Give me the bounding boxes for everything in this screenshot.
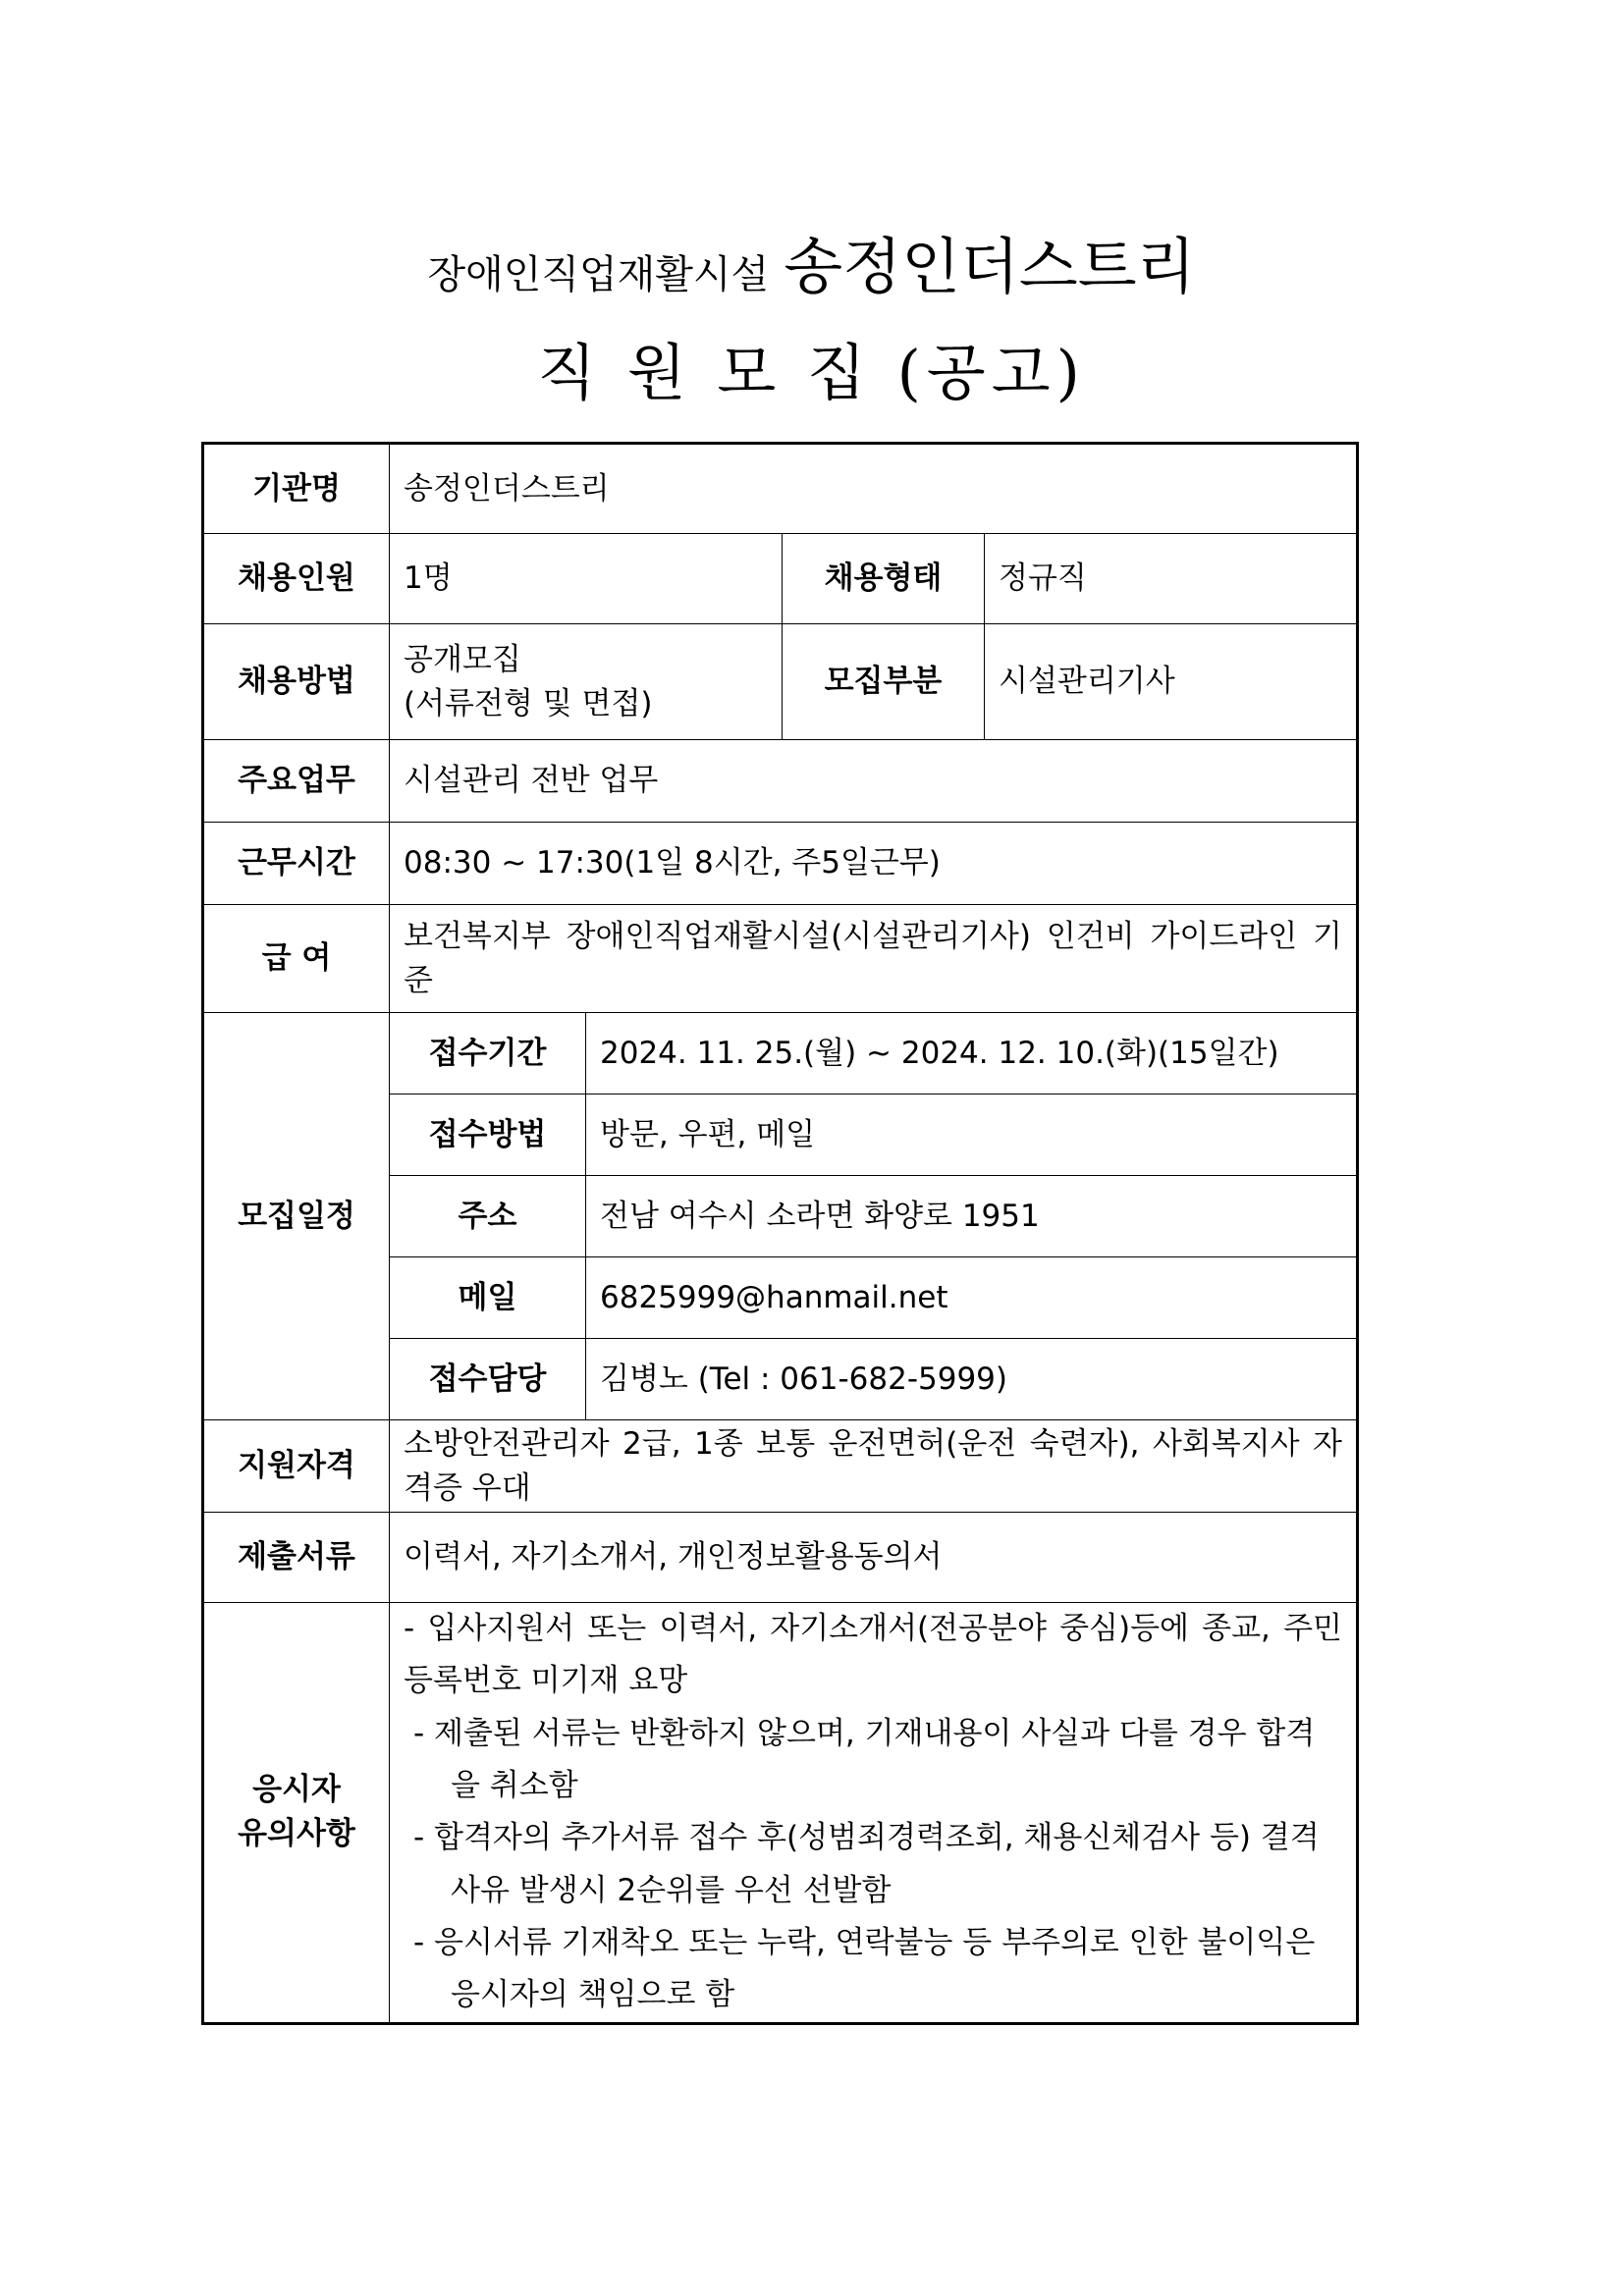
- method-value: [390, 624, 783, 740]
- address-value: 전남 여수시 소라면 화양로 1951: [586, 1176, 1358, 1257]
- email-label: 메일: [390, 1257, 586, 1339]
- salary-label: 급 여: [203, 905, 390, 1013]
- headcount-value: 1명: [390, 534, 783, 624]
- employment-type-value: 정규직: [985, 534, 1358, 624]
- note-item-1: - 입사지원서 또는 이력서, 자기소개서(전공분야 중심)등에 종교, 주민등록번호 미기재 요망: [404, 1611, 1342, 1699]
- row-hours: [203, 823, 1358, 905]
- page-subtitle: 직 원 모 집 (공고): [537, 337, 1086, 408]
- agency-label: 기관명: [203, 444, 390, 534]
- hours-label: 근무시간: [203, 823, 390, 905]
- row-salary: [203, 905, 1358, 1013]
- division-value: 시설관리기사: [985, 624, 1358, 740]
- row-headcount: [203, 534, 1358, 624]
- note-item-3: - 합격자의 추가서류 접수 후(성범죄경력조회, 채용신체검사 등) 결격사유 발생시 2순위를 우선 선발함: [413, 1820, 1320, 1908]
- note-item-2: - 제출된 서류는 반환하지 않으며, 기재내용이 사실과 다를 경우 합격을 취소함: [413, 1715, 1316, 1803]
- documents-value: 이력서, 자기소개서, 개인정보활용동의서: [390, 1513, 1358, 1603]
- contact-label: 접수담당: [390, 1339, 586, 1420]
- row-agency: [203, 444, 1358, 534]
- period-label: 접수기간: [390, 1013, 586, 1095]
- period-value: 2024. 11. 25.(월) ~ 2024. 12. 10.(화)(15일간): [586, 1013, 1358, 1095]
- duties-value: 시설관리 전반 업무: [390, 740, 1358, 823]
- org-type: 장애인직업재활시설: [427, 252, 770, 297]
- note-item-4: - 응시서류 기재착오 또는 누락, 연락불능 등 부주의로 인한 불이익은 응시자의 책임으로 함: [413, 1924, 1316, 2013]
- row-documents: [203, 1513, 1358, 1603]
- row-qualification: [203, 1420, 1358, 1513]
- method-line1: 공개모집: [404, 641, 521, 677]
- row-method: [203, 624, 1358, 740]
- notes-label-line2: 유의사항: [238, 1816, 355, 1852]
- agency-value: 송정인더스트리: [390, 444, 1358, 534]
- row-period: [203, 1013, 1358, 1095]
- salary-value: 보건복지부 장애인직업재활시설(시설관리기사) 인건비 가이드라인 기준: [390, 905, 1358, 1013]
- org-name: 송정인더스트리: [784, 231, 1196, 302]
- notes-value: [390, 1603, 1358, 2024]
- receipt-method-label: 접수방법: [390, 1095, 586, 1176]
- employment-type-label: 채용형태: [783, 534, 985, 624]
- qualification-label: 지원자격: [203, 1420, 390, 1513]
- division-label: 모집부분: [783, 624, 985, 740]
- method-line2: (서류전형 및 면접): [404, 685, 653, 721]
- documents-label: 제출서류: [203, 1513, 390, 1603]
- email-value: 6825999@hanmail.net: [586, 1257, 1358, 1339]
- receipt-method-value: 방문, 우편, 메일: [586, 1095, 1358, 1176]
- page-title-line1: [0, 218, 1623, 305]
- notes-label-line1: 응시자: [252, 1772, 341, 1808]
- method-label: 채용방법: [203, 624, 390, 740]
- qualification-value: 소방안전관리자 2급, 1종 보통 운전면허(운전 숙련자), 사회복지사 자격증 우대: [390, 1420, 1358, 1513]
- contact-value: 김병노 (Tel : 061-682-5999): [586, 1339, 1358, 1420]
- schedule-label: 모집일정: [203, 1013, 390, 1420]
- recruitment-table: [201, 442, 1359, 2025]
- notes-label: [203, 1603, 390, 2024]
- duties-label: 주요업무: [203, 740, 390, 823]
- address-label: 주소: [390, 1176, 586, 1257]
- row-duties: [203, 740, 1358, 823]
- hours-value: 08:30 ~ 17:30(1일 8시간, 주5일근무): [390, 823, 1358, 905]
- row-notes: [203, 1603, 1358, 2024]
- headcount-label: 채용인원: [203, 534, 390, 624]
